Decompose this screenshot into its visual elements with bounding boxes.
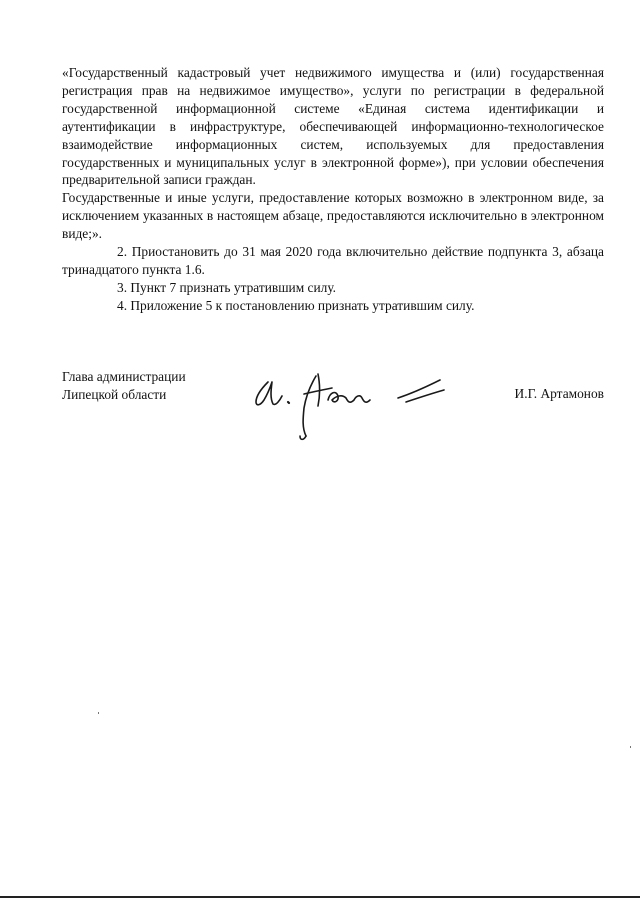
paragraph-item-4: 4. Приложение 5 к постановлению признать утратившим силу. bbox=[117, 297, 475, 313]
scan-speck bbox=[630, 746, 631, 748]
signatory-position-line-2: Липецкой области bbox=[62, 386, 167, 402]
paragraph-item-2: 2. Приостановить до 31 мая 2020 года включительно действие подпункта 3, абзаца тринадцатого пункта 1.6. bbox=[62, 244, 604, 277]
document-body bbox=[62, 64, 604, 315]
scan-speck bbox=[98, 712, 99, 714]
signature-block bbox=[62, 368, 604, 448]
handwritten-signature bbox=[248, 366, 458, 444]
page-bottom-edge bbox=[0, 896, 640, 898]
signatory-position bbox=[62, 368, 186, 404]
signatory-position-line-1: Глава администрации bbox=[62, 369, 186, 384]
paragraph-electronic-services: Государственные и иные услуги, предоставление которых возможно в электронном виде, за исключением указанных в настоящем абзаце, предоставляются исключительно в электронном виде;». bbox=[62, 190, 604, 242]
paragraph-item-3: 3. Пункт 7 признать утратившим силу. bbox=[117, 279, 337, 295]
paragraph-services-list: «Государственный кадастровый учет недвижимого имущества и (или) государственная регистрация прав на недвижимое имущество», услуги по регистрации в федеральной государственной информационной системе «Единая система идентификации и аутентификации в инфраструктуре, обеспечивающей информационно-технологическое взаимодействие информационных систем, используемых для предоставления государственных и муниципальных услуг в электронной форме»), при условии обеспечения предварительной записи граждан. bbox=[62, 65, 604, 188]
signatory-name: И.Г. Артамонов bbox=[514, 386, 604, 401]
